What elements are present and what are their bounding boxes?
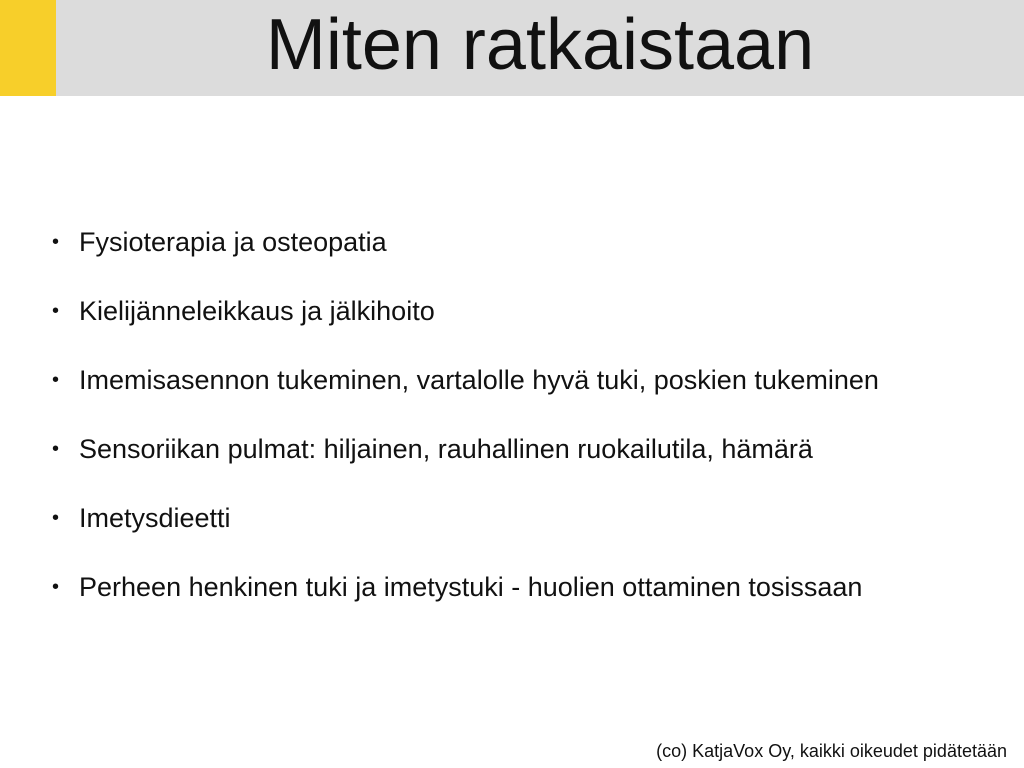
list-item [52, 501, 982, 536]
bullet-text: Imemisasennon tukeminen, vartalolle hyvä tuki, poskien tukeminen [79, 365, 879, 395]
list-item [52, 294, 982, 329]
bullet-text: Kielijänneleikkaus ja jälkihoito [79, 296, 435, 326]
bullet-icon: • [52, 576, 60, 598]
bullet-icon: • [52, 231, 60, 253]
bullet-text: Sensoriikan pulmat: hiljainen, rauhallinen ruokailutila, hämärä [79, 434, 813, 464]
bullet-icon: • [52, 369, 60, 391]
bullet-icon: • [52, 438, 60, 460]
bullet-text: Fysioterapia ja osteopatia [79, 227, 387, 257]
list-item [52, 363, 982, 398]
bullet-text: Perheen henkinen tuki ja imetystuki - huolien ottaminen tosissaan [79, 572, 863, 602]
list-item [52, 225, 982, 260]
bullet-icon: • [52, 300, 60, 322]
slide-title: Miten ratkaistaan [265, 5, 815, 85]
list-item [52, 432, 982, 467]
list-item [52, 570, 982, 605]
bullet-text: Imetysdieetti [79, 503, 231, 533]
bullet-icon: • [52, 507, 60, 529]
bullet-list [52, 225, 982, 639]
accent-block [0, 0, 56, 96]
copyright-footer: (co) KatjaVox Oy, kaikki oikeudet pidätetään [656, 741, 1007, 761]
